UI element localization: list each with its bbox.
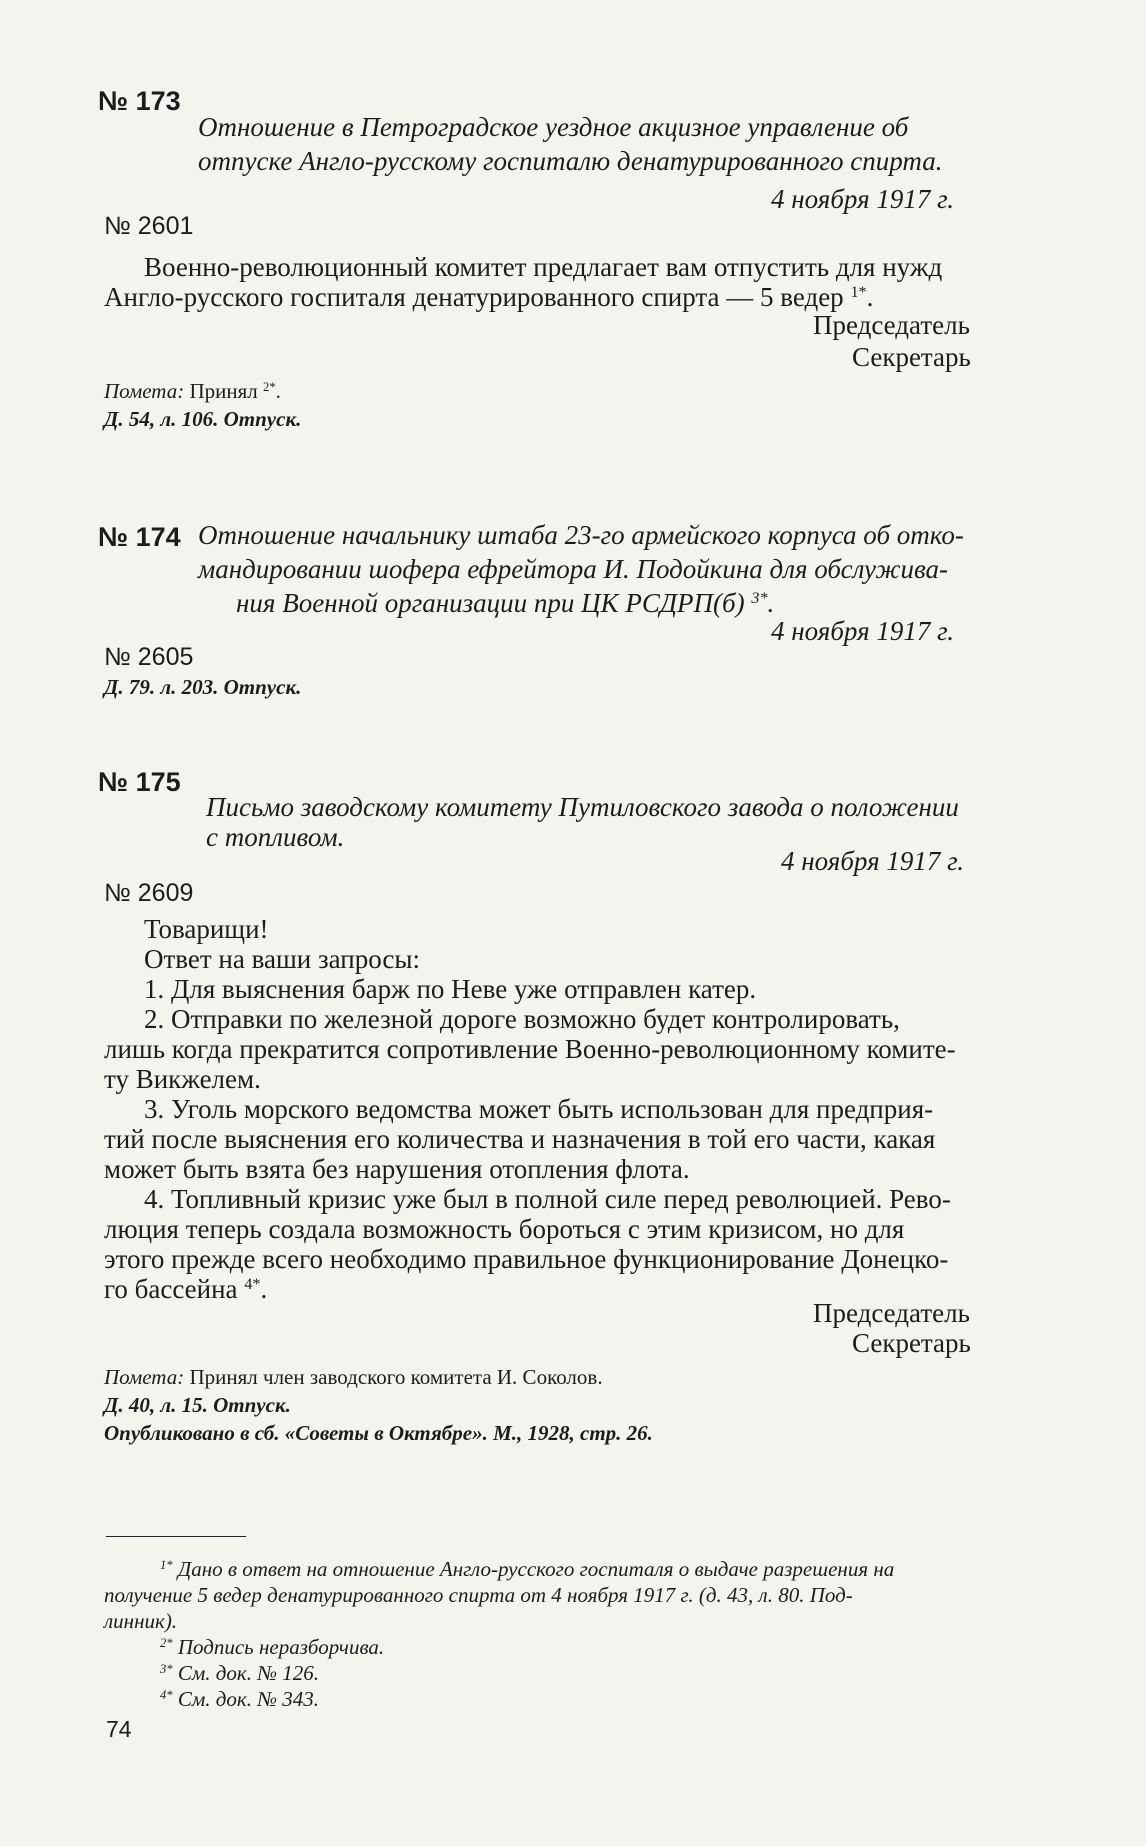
footnote-4: $^{4*}$ См. док. № 343.	[160, 1687, 319, 1711]
footnote-1-line-2: получение 5 ведер денатурированного спирта от 4 ноября 1917 г. (д. 43, л. 80. Под-	[104, 1583, 853, 1607]
doc-175-body-line-9: люция теперь создала возможность бороться с этим кризисом, но для	[104, 1214, 905, 1244]
footnote-2-mark: 2*	[160, 1636, 173, 1651]
doc-175-body-line-10: этого прежде всего необходимо правильное функционирование Донецко-	[104, 1244, 949, 1274]
doc-175-title-line-1: Письмо заводскому комитету Путиловского завода о положении	[206, 792, 959, 822]
doc-173-title-line-1: Отношение в Петроградское уездное акцизное управление об	[198, 112, 909, 142]
doc-173-secretary: Секретарь	[852, 342, 971, 372]
footnote-1-line-1: $^{1*}$ Дано в ответ на отношение Англо-русского госпиталя о выдаче разрешения на	[160, 1557, 895, 1581]
page-number: 74	[106, 1716, 132, 1742]
doc-175-body-line-3: лишь когда прекратится сопротивление Военно-революционному комите-	[104, 1034, 956, 1064]
doc-174-footnote-ref: 3*	[751, 589, 768, 608]
doc-174-outgoing-number: № 2605	[104, 643, 194, 671]
doc-175-body-line-6: тий после выяснения его количества и назначения в той его части, какая	[104, 1124, 936, 1154]
doc-174-source: Д. 79. л. 203. Отпуск.	[104, 675, 302, 699]
doc-175-body-line-4: ту Викжелем.	[104, 1064, 261, 1094]
doc-175-greeting: Товарищи!	[144, 914, 269, 944]
footnote-divider	[106, 1536, 246, 1537]
doc-175-outgoing-number: № 2609	[104, 879, 194, 907]
doc-175-body-line-8: 4. Топливный кризис уже был в полной силе перед революцией. Рево-	[144, 1184, 951, 1214]
doc-175-body-line-1: 1. Для выяснения барж по Неве уже отправлен катер.	[144, 974, 757, 1004]
doc-175-title-line-2: с топливом.	[206, 822, 345, 852]
footnote-3-mark: 3*	[160, 1662, 173, 1677]
doc-174-title-line-1: Отношение начальнику штаба 23-го армейского корпуса об отко-	[198, 520, 964, 550]
doc-175-footnote-ref: 4*	[244, 1275, 261, 1294]
doc-174-title-line-2: мандировании шофера ефрейтора И. Подойкина для обслужива-	[198, 554, 948, 584]
doc-175-body-line-2: 2. Отправки по железной дороге возможно будет контролировать,	[144, 1004, 900, 1034]
doc-175-body-line-5: 3. Уголь морского ведомства может быть использован для предприя-	[144, 1094, 934, 1124]
doc-175-mark: Помета: Принял член заводского комитета И. Соколов.	[104, 1365, 603, 1389]
doc-173-mark: Помета: Принял $^{2*}$.	[104, 379, 281, 403]
doc-173-body-line-1: Военно-революционный комитет предлагает вам отпустить для нужд	[144, 252, 943, 282]
footnote-1-line-3: линник).	[104, 1609, 178, 1633]
doc-175-intro: Ответ на ваши запросы:	[144, 944, 421, 974]
doc-174-title-line-3: ния Военной организации при ЦК РСДРП(б) $^{3*}$.	[236, 588, 775, 618]
doc-175-secretary: Секретарь	[852, 1328, 971, 1358]
footnote-1-mark: 1*	[160, 1558, 173, 1573]
doc-174-date: 4 ноября 1917 г.	[771, 616, 955, 646]
doc-175-published: Опубликовано в сб. «Советы в Октябре». М., 1928, стр. 26.	[104, 1421, 653, 1445]
doc-173-footnote-ref: 1*	[850, 283, 867, 302]
doc-173-source: Д. 54, л. 106. Отпуск.	[104, 407, 302, 431]
footnote-2: $^{2*}$ Подпись неразборчива.	[160, 1635, 385, 1659]
doc-175-number: № 175	[98, 767, 181, 797]
doc-173-date: 4 ноября 1917 г.	[771, 184, 955, 214]
doc-173-number: № 173	[98, 86, 181, 116]
doc-175-source: Д. 40, л. 15. Отпуск.	[104, 1393, 291, 1417]
doc-175-body-line-11: го бассейна $^{4*}$.	[104, 1274, 268, 1304]
doc-173-outgoing-number: № 2601	[104, 212, 194, 240]
doc-174-number: № 174	[98, 522, 181, 552]
footnote-4-mark: 4*	[160, 1688, 173, 1703]
footnote-3: $^{3*}$ См. док. № 126.	[160, 1661, 319, 1685]
doc-173-title-line-2: отпуске Англо-русскому госпиталю денатурированного спирта.	[198, 146, 943, 176]
doc-173-body-line-2: Англо-русского госпиталя денатурированного спирта — 5 ведер $^{1*}$.	[104, 282, 874, 312]
doc-175-chairman: Председатель	[813, 1298, 970, 1328]
doc-175-date: 4 ноября 1917 г.	[781, 846, 965, 876]
doc-175-body-line-7: может быть взята без нарушения отопления флота.	[104, 1154, 690, 1184]
doc-173-chairman: Председатель	[813, 310, 970, 340]
